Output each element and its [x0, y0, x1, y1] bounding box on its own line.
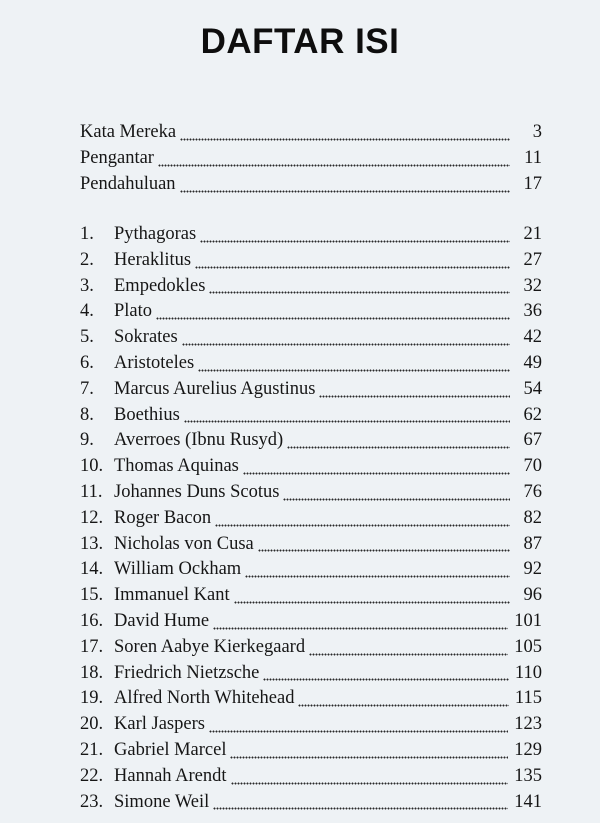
entry-page: 3 — [532, 122, 542, 142]
entry-label: Johannes Duns Scotus — [114, 481, 280, 502]
entry-page: 92 — [523, 559, 542, 580]
entry-label: Kata Mereka — [80, 122, 177, 142]
entry-number: 2. — [80, 249, 94, 270]
toc-entry — [80, 688, 542, 714]
toc-entry — [80, 534, 542, 560]
entry-number: 18. — [80, 662, 104, 683]
entry-label: Plato — [114, 301, 153, 322]
dot-leader — [195, 265, 510, 270]
entry-page: 27 — [523, 249, 542, 270]
dot-leader — [200, 239, 510, 244]
entry-page: 54 — [523, 378, 542, 399]
entry-number: 10. — [80, 456, 104, 477]
toc-entry — [80, 611, 542, 637]
dot-leader — [298, 703, 508, 708]
entry-label: Aristoteles — [114, 352, 195, 373]
entry-label: Pendahuluan — [80, 174, 176, 194]
entry-number: 15. — [80, 585, 104, 606]
entry-label: Roger Bacon — [114, 507, 212, 528]
entry-number: 5. — [80, 327, 94, 348]
entry-number: 4. — [80, 301, 94, 322]
entry-page: 49 — [523, 352, 542, 373]
toc-entry — [80, 327, 542, 353]
entry-number: 14. — [80, 559, 104, 580]
dot-leader — [258, 548, 510, 553]
entry-label: Soren Aabye Kierkegaard — [114, 636, 306, 657]
chapter-list — [80, 224, 542, 817]
toc-entry — [80, 482, 542, 508]
entry-number: 17. — [80, 636, 104, 657]
entry-number: 6. — [80, 352, 94, 373]
entry-page: 123 — [514, 714, 542, 735]
toc-entry — [80, 353, 542, 379]
dot-leader — [209, 290, 510, 295]
entry-number: 12. — [80, 507, 104, 528]
dot-leader — [182, 342, 510, 347]
entry-page: 141 — [514, 791, 542, 812]
entry-label: Alfred North Whitehead — [114, 688, 295, 709]
entry-page: 67 — [523, 430, 542, 451]
toc-entry — [80, 508, 542, 534]
entry-label: Averroes (Ibnu Rusyd) — [114, 430, 284, 451]
dot-leader — [156, 316, 510, 321]
entry-page: 42 — [523, 327, 542, 348]
toc-entry — [80, 148, 542, 174]
entry-label: Boethius — [114, 404, 180, 425]
toc-entry — [80, 224, 542, 250]
entry-number: 20. — [80, 714, 104, 735]
dot-leader — [184, 419, 510, 424]
entry-page: 70 — [523, 456, 542, 477]
entry-label: Simone Weil — [114, 791, 210, 812]
toc-entry — [80, 585, 542, 611]
dot-leader — [180, 137, 510, 142]
entry-label: Marcus Aurelius Agustinus — [114, 378, 316, 399]
entry-number: 16. — [80, 610, 104, 631]
toc-entry — [80, 714, 542, 740]
dot-leader — [283, 497, 510, 502]
entry-number: 23. — [80, 791, 104, 812]
entry-page: 110 — [514, 662, 542, 683]
entry-page: 11 — [524, 148, 542, 168]
dot-leader — [198, 368, 510, 373]
entry-page: 62 — [523, 404, 542, 425]
entry-label: Karl Jaspers — [114, 714, 205, 735]
entry-page: 135 — [514, 765, 542, 786]
entry-label: Hannah Arendt — [114, 765, 227, 786]
front-matter-list — [80, 122, 542, 200]
toc-entry — [80, 174, 542, 200]
entry-page: 129 — [514, 739, 542, 760]
toc-entry — [80, 792, 542, 818]
entry-label: Friedrich Nietzsche — [114, 662, 260, 683]
entry-page: 32 — [523, 275, 542, 296]
toc-entry — [80, 301, 542, 327]
toc-entry — [80, 405, 542, 431]
entry-number: 7. — [80, 378, 94, 399]
toc-entry — [80, 276, 542, 302]
entry-number: 3. — [80, 275, 94, 296]
entry-label: Immanuel Kant — [114, 585, 230, 606]
page-title: DAFTAR ISI — [200, 22, 400, 61]
dot-leader — [231, 781, 509, 786]
entry-number: 13. — [80, 533, 104, 554]
entry-label: Nicholas von Cusa — [114, 533, 254, 554]
entry-page: 76 — [523, 481, 542, 502]
entry-page: 115 — [514, 688, 542, 709]
dot-leader — [234, 600, 510, 605]
toc-entry — [80, 456, 542, 482]
dot-leader — [158, 163, 510, 168]
entry-number: 21. — [80, 739, 104, 760]
entry-page: 17 — [523, 174, 542, 194]
dot-leader — [287, 445, 510, 450]
toc-entry — [80, 663, 542, 689]
entry-label: Gabriel Marcel — [114, 739, 227, 760]
toc-entry — [80, 122, 542, 148]
entry-page: 82 — [523, 507, 542, 528]
entry-page: 21 — [523, 224, 542, 244]
toc-entry — [80, 766, 542, 792]
dot-leader — [180, 189, 510, 194]
entry-number: 22. — [80, 765, 104, 786]
entry-page: 96 — [523, 585, 542, 606]
dot-leader — [209, 729, 508, 734]
entry-number: 1. — [80, 224, 94, 244]
entry-number: 9. — [80, 430, 94, 451]
entry-label: Thomas Aquinas — [114, 456, 239, 477]
entry-page: 87 — [523, 533, 542, 554]
dot-leader — [213, 806, 508, 811]
toc-entry — [80, 637, 542, 663]
toc-entry — [80, 250, 542, 276]
toc-entry — [80, 379, 542, 405]
entry-label: Heraklitus — [114, 249, 192, 270]
entry-number: 11. — [80, 481, 103, 502]
toc-entry — [80, 559, 542, 585]
dot-leader — [309, 652, 508, 657]
entry-number: 8. — [80, 404, 94, 425]
dot-leader — [213, 626, 508, 631]
dot-leader — [230, 755, 508, 760]
entry-page: 101 — [514, 610, 542, 631]
dot-leader — [245, 574, 510, 579]
entry-label: Pythagoras — [114, 224, 197, 244]
entry-label: Empedokles — [114, 275, 206, 296]
dot-leader — [243, 471, 510, 476]
entry-page: 105 — [514, 636, 542, 657]
entry-label: Pengantar — [80, 148, 154, 168]
entry-label: David Hume — [114, 610, 210, 631]
toc-entry — [80, 430, 542, 456]
entry-label: Sokrates — [114, 327, 178, 348]
entry-number: 19. — [80, 688, 104, 709]
dot-leader — [215, 523, 510, 528]
dot-leader — [263, 677, 509, 682]
entry-label: William Ockham — [114, 559, 242, 580]
entry-page: 36 — [523, 301, 542, 322]
dot-leader — [319, 394, 510, 399]
toc-entry — [80, 740, 542, 766]
